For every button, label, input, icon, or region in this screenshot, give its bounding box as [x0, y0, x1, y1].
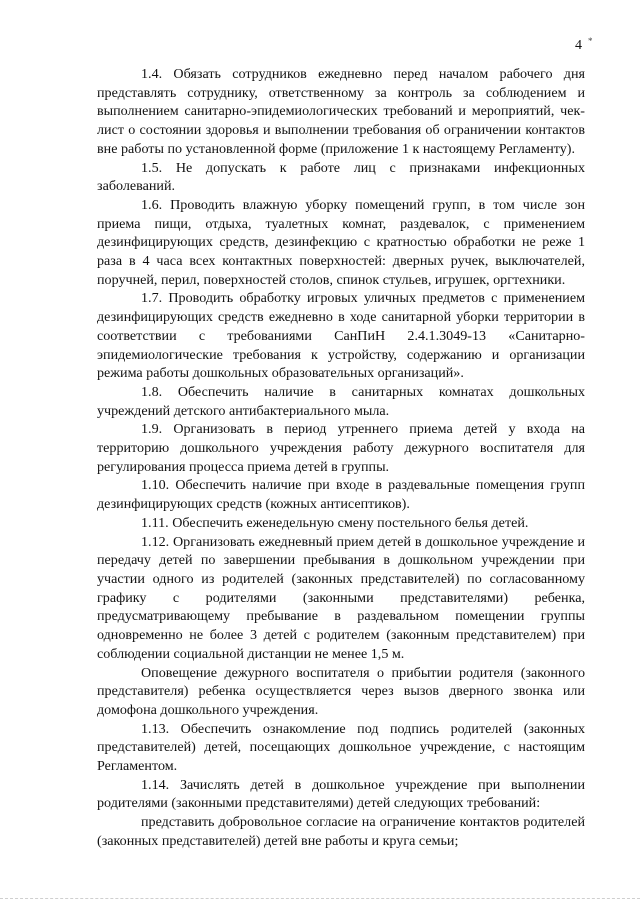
scan-edge-line — [0, 898, 640, 905]
paragraph-1-12: 1.12. Организовать ежедневный прием детей в дошкольное учреждение и передачу детей по завершении пребывания в дошкольном учреждении при участии одного из родителей (законных представителей) по согласованному графику с родителями (законными представителями) ребенка, предусматривающему пребывание в раздевальном помещении группы одновременно не более 3 детей с родителем (законным представителем) при соблюдении социальной дистанции не менее 1,5 м. — [97, 533, 585, 662]
paragraph-1-6: 1.6. Проводить влажную уборку помещений групп, в том числе зон приема пищи, отдыха, туалетных комнат, раздевалок, с применением дезинфицирующих средств, дезинфекцию с кратностью обработки не реже 1 раза в 4 часа всех контактных поверхностей: дверных ручек, выключателей, поручней, перил, поверхностей столов, спинок стульев, игрушек, оргтехники. — [97, 196, 585, 288]
paragraph-1-13: 1.13. Обеспечить ознакомление под подпись родителей (законных представителей) детей, посещающих дошкольное учреждение, с настоящим Регламентом. — [97, 720, 585, 775]
paragraph-1-14: 1.14. Зачислять детей в дошкольное учреждение при выполнении родителями (законными представителями) детей следующих требований: — [97, 776, 585, 812]
paragraph-requirement-consent: представить добровольное согласие на ограничение контактов родителей (законных представителей) детей вне работы и круга семьи; — [97, 814, 585, 849]
paragraph-1-8: 1.8. Обеспечить наличие в санитарных комнатах дошкольных учреждений детского антибактериального мыла. — [97, 383, 585, 419]
paragraph-1-5: 1.5. Не допускать к работе лиц с признаками инфекционных заболеваний. — [97, 159, 585, 195]
paragraph-1-10: 1.10. Обеспечить наличие при входе в раздевальные помещения групп дезинфицирующих средств (кожных антисептиков). — [97, 477, 585, 513]
paragraph-1-9: 1.9. Организовать в период утреннего приема детей у входа на территорию дошкольного учреждения работу дежурного воспитателя для регулирования процесса приема детей в группы. — [97, 421, 585, 475]
paragraph-notification: Оповещение дежурного воспитателя о прибытии родителя (законного представителя) ребенка осуществляется через вызов дверного звонка или домофона дошкольного учреждения. — [97, 664, 585, 718]
page-number: 4 — [575, 38, 582, 53]
document-body — [97, 65, 585, 851]
paragraph-1-7: 1.7. Проводить обработку игровых уличных предметов с применением дезинфицирующих средств ежедневно в ходе санитарной уборки территории в соответствии с требованиями СанПиН 2.4.1.3049-13 «Санитарно-эпидемиологические требования к устройству, содержанию и организации режима работы дошкольных образовательных организаций». — [97, 290, 585, 382]
corner-mark: * — [588, 36, 593, 46]
paragraph-1-4: 1.4. Обязать сотрудников ежедневно перед началом рабочего дня представлять сотруднику, ответственному за контроль за соблюдением и выполнением санитарно-эпидемиологических требований и мероприятий, чек-лист о состоянии здоровья и выполнении требования об ограничении контактов вне работы по установленной форме (приложение 1 к настоящему Регламенту). — [97, 66, 585, 157]
paragraph-1-11: 1.11. Обеспечить еженедельную смену постельного белья детей. — [141, 514, 529, 531]
